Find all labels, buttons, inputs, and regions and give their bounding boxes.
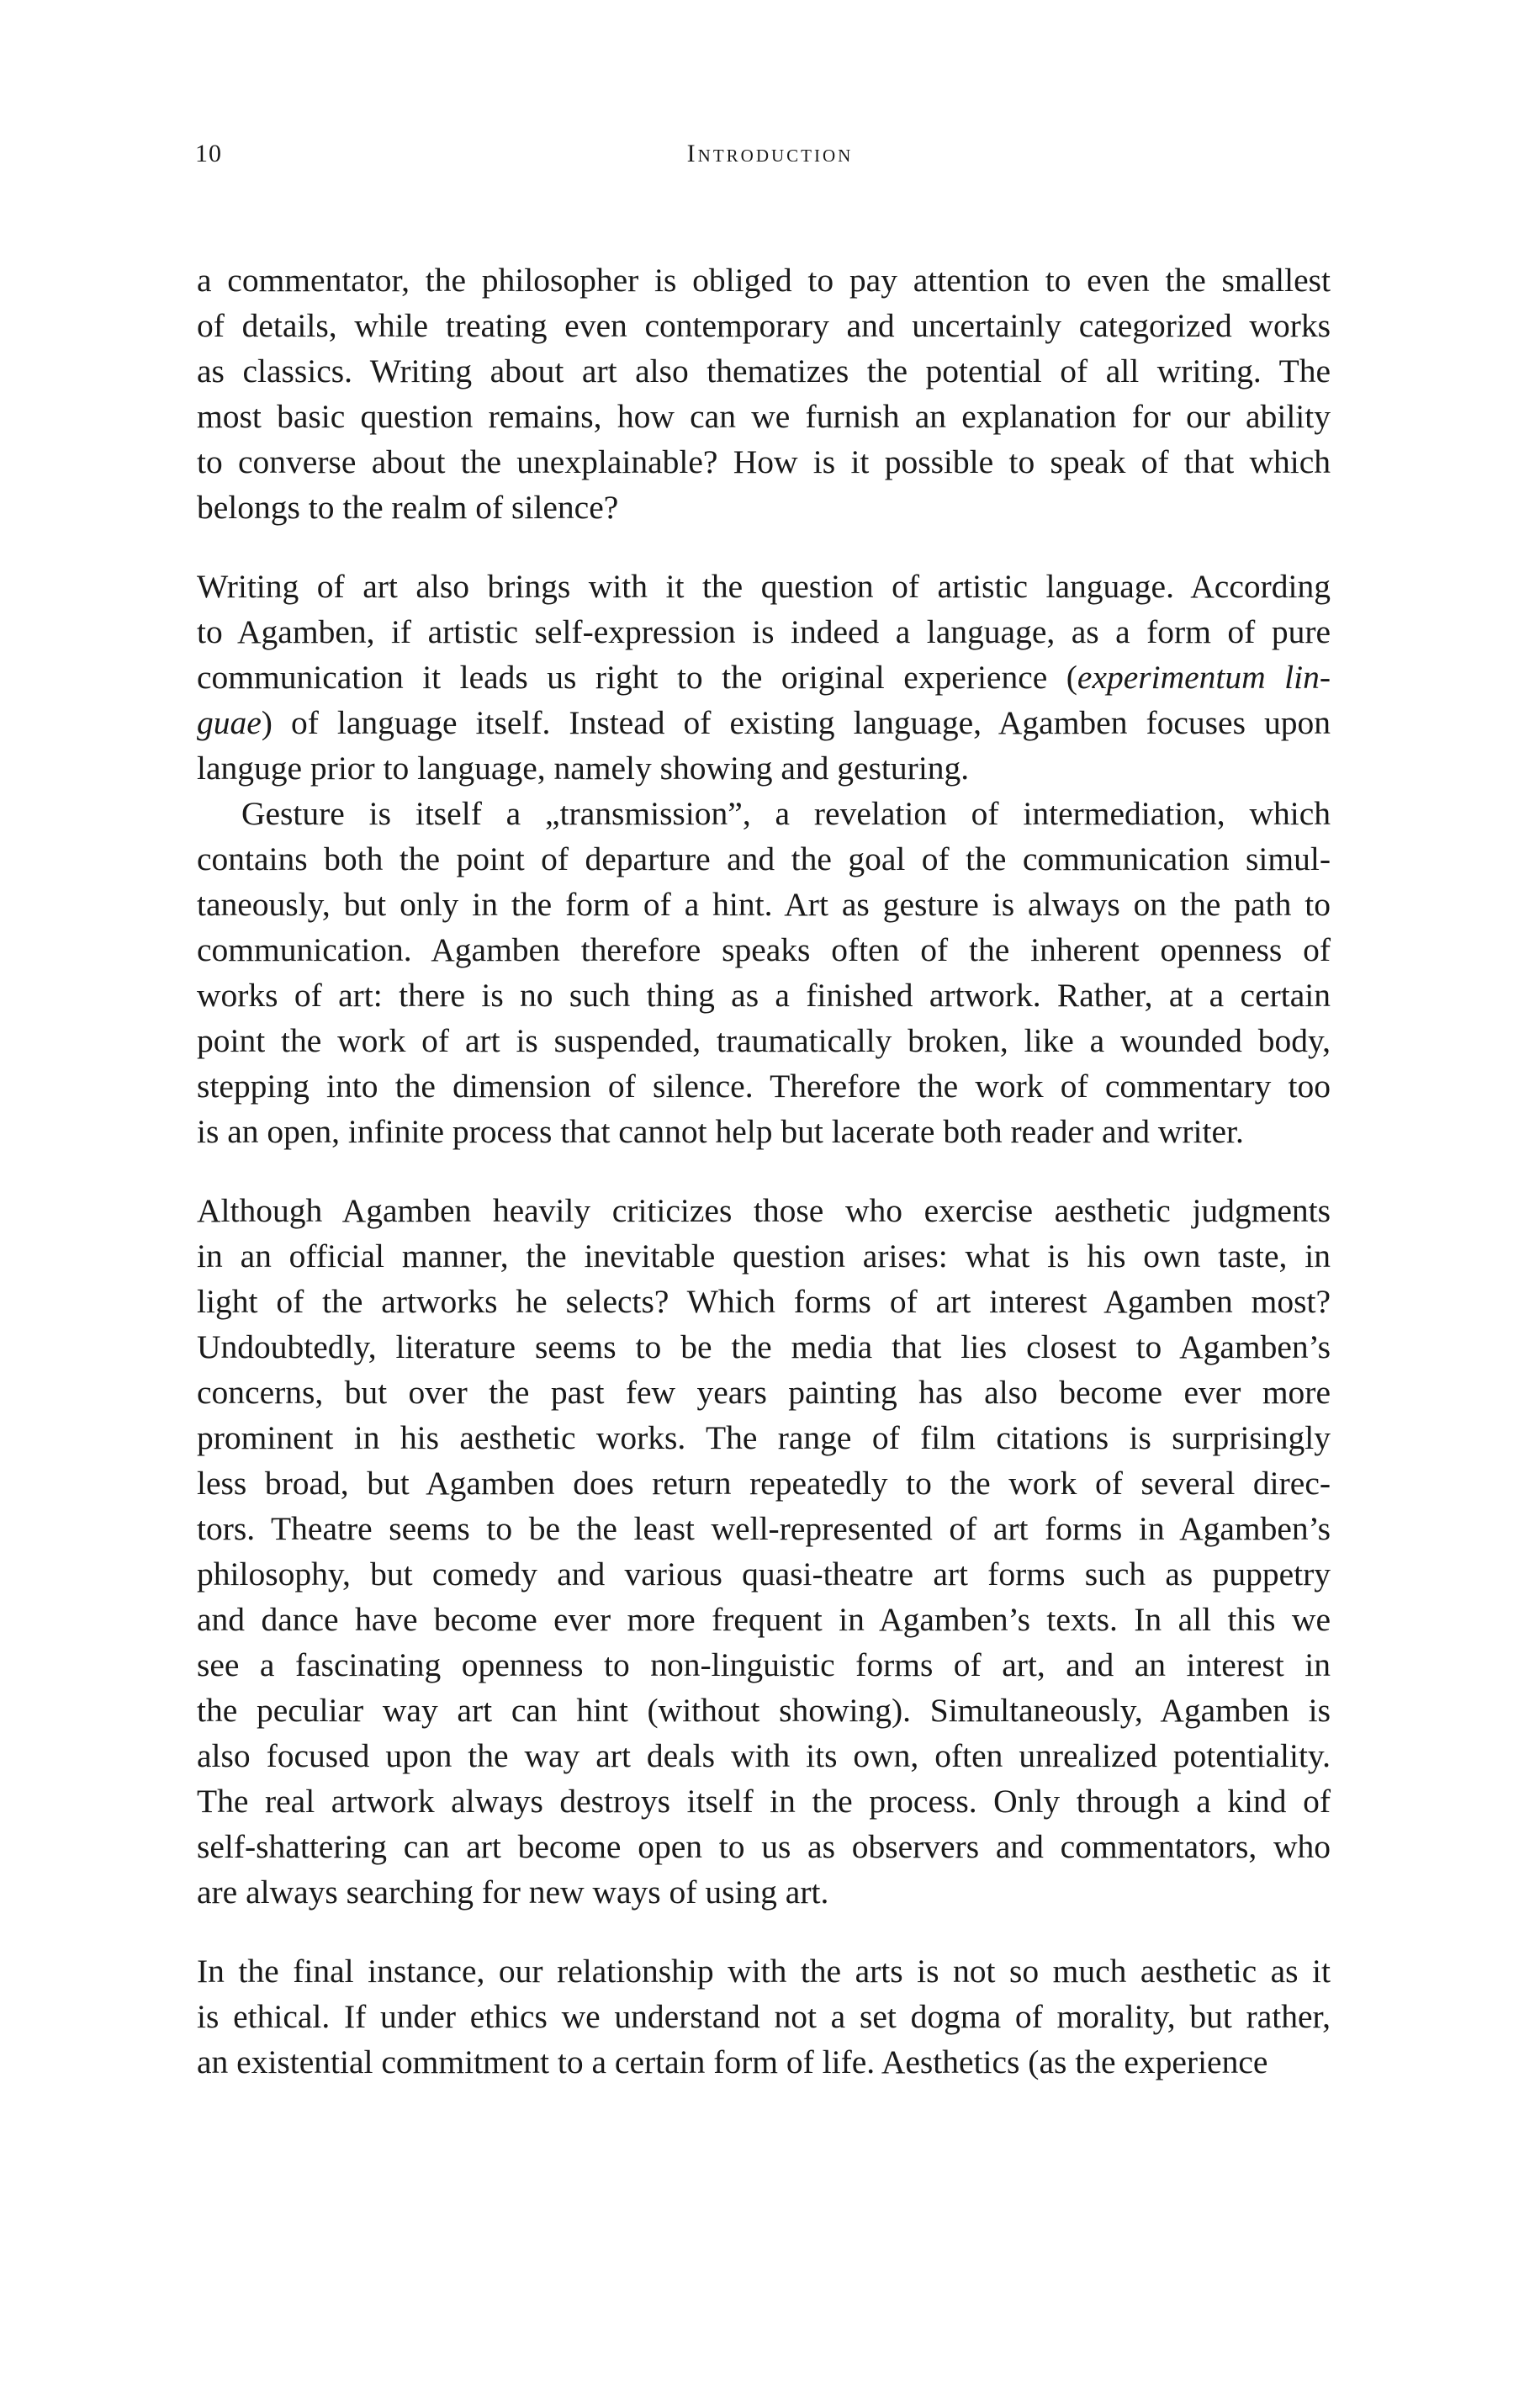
text-line	[197, 745, 1331, 791]
text-span: concerns, but over the past few years painting has also become ever more	[197, 1374, 1331, 1411]
text-line	[197, 348, 1331, 394]
text-span: see a fascinating openness to non-linguistic forms of art, and an interest in	[197, 1646, 1331, 1683]
text-span: and dance have become ever more frequent in Agamben’s texts. In all this we	[197, 1601, 1331, 1638]
italic-text: guae	[197, 704, 262, 741]
text-span: is ethical. If under ethics we understand not a set dogma of morality, but rather,	[197, 1998, 1331, 2035]
text-line	[197, 1824, 1331, 1869]
text-span: philosophy, but comedy and various quasi-theatre art forms such as puppetry	[197, 1556, 1331, 1593]
text-span: stepping into the dimension of silence. Therefore the work of commentary too	[197, 1068, 1331, 1105]
text-span: to Agamben, if artistic self-expression is indeed a language, as a form of pure	[197, 613, 1331, 650]
text-line	[197, 439, 1331, 485]
text-line	[197, 2039, 1331, 2085]
text-line	[197, 564, 1331, 609]
text-line	[197, 1063, 1331, 1109]
text-span: communication it leads us right to the original experience (	[197, 659, 1077, 696]
text-span: Although Agamben heavily criticizes those who exercise aesthetic judgments	[197, 1192, 1331, 1229]
text-line	[197, 303, 1331, 348]
text-line	[197, 1460, 1331, 1506]
text-span: of details, while treating even contemporary and uncertainly categorized works	[197, 307, 1331, 344]
text-span: most basic question remains, how can we furnish an explanation for our ability	[197, 398, 1331, 435]
text-line	[197, 1279, 1331, 1324]
text-span: taneously, but only in the form of a hint. Art as gesture is always on the path to	[197, 886, 1331, 923]
text-span: contains both the point of departure and the goal of the communication simul-	[197, 840, 1331, 877]
text-line	[197, 1948, 1331, 1994]
text-line	[197, 609, 1331, 655]
text-line	[197, 1551, 1331, 1597]
text-line	[197, 1018, 1331, 1063]
text-line	[197, 1733, 1331, 1778]
text-span: light of the artworks he selects? Which forms of art interest Agamben most?	[197, 1283, 1331, 1320]
text-span: The real artwork always destroys itself in the process. Only through a kind of	[197, 1783, 1331, 1820]
text-line	[197, 836, 1331, 882]
text-line	[197, 1688, 1331, 1733]
text-line	[197, 485, 1331, 530]
text-span: is an open, infinite process that cannot help but lacerate both reader and writer.	[197, 1113, 1244, 1150]
text-line	[197, 1642, 1331, 1688]
text-span: as classics. Writing about art also thematizes the potential of all writing. The	[197, 352, 1331, 390]
text-span: languge prior to language, namely showing and gesturing.	[197, 750, 970, 787]
text-line	[197, 394, 1331, 439]
text-span: belongs to the realm of silence?	[197, 489, 619, 526]
text-line	[197, 1597, 1331, 1642]
text-span: In the final instance, our relationship with the arts is not so much aesthetic as it	[197, 1953, 1331, 1990]
text-span: works of art: there is no such thing as a finished artwork. Rather, at a certain	[197, 977, 1331, 1014]
text-line	[241, 791, 1331, 836]
text-line	[197, 1869, 1331, 1915]
text-line	[197, 1778, 1331, 1824]
text-line	[197, 927, 1331, 973]
text-span: Undoubtedly, literature seems to be the media that lies closest to Agamben’s	[197, 1328, 1331, 1365]
text-span: also focused upon the way art deals with its own, often unrealized potentiality.	[197, 1737, 1331, 1774]
text-span: communication. Agamben therefore speaks often of the inherent openness of	[197, 931, 1331, 968]
text-span: are always searching for new ways of using art.	[197, 1874, 829, 1911]
text-span: tors. Theatre seems to be the least well-represented of art forms in Agamben’s	[197, 1510, 1331, 1547]
text-line	[197, 1506, 1331, 1551]
running-head: Introduction	[686, 140, 854, 167]
text-line	[197, 257, 1331, 303]
text-line	[197, 1233, 1331, 1279]
page-number: 10	[195, 140, 222, 167]
text-span: in an official manner, the inevitable question arises: what is his own taste, in	[197, 1238, 1331, 1275]
italic-text: experimentum lin-	[1077, 659, 1331, 696]
text-line	[197, 700, 1331, 745]
text-span: self-shattering can art become open to us as observers and commentators, who	[197, 1828, 1331, 1865]
text-span: Gesture is itself a „transmission”, a revelation of intermediation, which	[241, 795, 1331, 832]
text-span: prominent in his aesthetic works. The range of film citations is surprisingly	[197, 1419, 1331, 1456]
text-line	[197, 1370, 1331, 1415]
text-line	[197, 1188, 1331, 1233]
text-line	[197, 1994, 1331, 2039]
text-span: an existential commitment to a certain form of life. Aesthetics (as the experience	[197, 2043, 1268, 2080]
text-line	[197, 973, 1331, 1018]
text-line	[197, 1109, 1331, 1154]
text-line	[197, 1324, 1331, 1370]
text-span: the peculiar way art can hint (without showing). Simultaneously, Agamben is	[197, 1692, 1331, 1729]
text-span: ) of language itself. Instead of existing language, Agamben focuses upon	[261, 704, 1331, 741]
text-span: less broad, but Agamben does return repeatedly to the work of several direc-	[197, 1465, 1331, 1502]
text-span: to converse about the unexplainable? How is it possible to speak of that which	[197, 443, 1331, 480]
text-span: a commentator, the philosopher is obliged to pay attention to even the smallest	[197, 262, 1331, 299]
text-span: point the work of art is suspended, traumatically broken, like a wounded body,	[197, 1022, 1331, 1059]
text-span: Writing of art also brings with it the question of artistic language. According	[197, 568, 1331, 605]
text-line	[197, 1415, 1331, 1460]
text-line	[197, 655, 1331, 700]
text-line	[197, 882, 1331, 927]
